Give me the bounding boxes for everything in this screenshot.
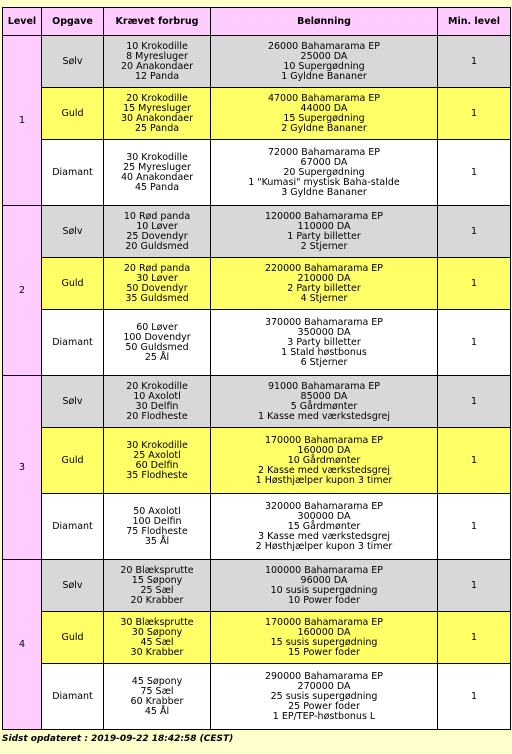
reward-line: 15 susis supergødning (270, 636, 378, 648)
reward-line: 320000 Bahamarama EP (264, 500, 384, 512)
reward-line: 220000 Bahamarama EP (264, 262, 384, 274)
level-cell: 1 (3, 36, 42, 206)
reward-line: 210000 DA (297, 272, 351, 284)
reward-line: 2 Høsthjælper kupon 3 timer (255, 540, 393, 552)
requirement-cell (104, 258, 211, 310)
reward-line: 10 Power foder (288, 594, 360, 606)
requirement-line: 45 Søpony (131, 675, 183, 687)
requirement-cell (104, 428, 211, 494)
reward-cell (211, 258, 438, 310)
requirement-line: 75 Flodheste (126, 525, 188, 537)
task-cell: Diamant (42, 310, 104, 376)
task-cell: Sølv (42, 560, 104, 612)
requirement-cell (104, 494, 211, 560)
requirement-cell (104, 612, 211, 664)
reward-line: 290000 Bahamarama EP (264, 670, 384, 682)
reward-line: 25 Power foder (288, 700, 360, 712)
last-updated-footer: Sidst opdateret : 2019-09-22 18:42:58 (CEST) (2, 734, 234, 744)
table-row (3, 664, 511, 730)
reward-cell (211, 428, 438, 494)
requirement-line: 25 Axolotl (133, 449, 181, 461)
reward-line: 44000 DA (300, 102, 348, 114)
reward-cell (211, 494, 438, 560)
reward-line: 1 "Kumasi" mystisk Baha-stalde (248, 176, 400, 188)
reward-line: 2 Party billetter (287, 282, 361, 294)
reward-line: 170000 Bahamarama EP (264, 434, 384, 446)
requirement-line: 25 Panda (134, 122, 180, 134)
reward-cell (211, 206, 438, 258)
min-level-cell: 1 (438, 612, 511, 664)
requirement-line: 12 Panda (134, 70, 180, 82)
header-requirement: Krævet forbrug (104, 8, 211, 36)
requirement-line: 45 Ål (144, 705, 170, 717)
requirement-line: 60 Delfin (135, 459, 179, 471)
level-cell: 3 (3, 376, 42, 560)
requirement-line: 60 Løver (136, 321, 178, 333)
requirement-line: 8 Myresluger (126, 50, 188, 62)
min-level-cell: 1 (438, 376, 511, 428)
requirement-cell (104, 376, 211, 428)
reward-line: 1 EP/TEP-høstbonus L (272, 710, 376, 722)
requirement-cell (104, 560, 211, 612)
requirement-line: 20 Krokodille (126, 92, 188, 104)
requirement-line: 20 Krabber (130, 594, 184, 606)
min-level-cell: 1 (438, 664, 511, 730)
table-row (3, 560, 511, 612)
requirement-line: 25 Sæl (140, 584, 174, 596)
requirement-line: 20 Rød panda (123, 262, 191, 274)
requirement-line: 10 Løver (136, 220, 178, 232)
reward-line: 85000 DA (300, 390, 348, 402)
requirement-cell (104, 664, 211, 730)
requirement-line: 100 Delfin (132, 515, 182, 527)
requirement-line: 50 Axolotl (133, 505, 181, 517)
task-cell: Guld (42, 428, 104, 494)
reward-cell (211, 664, 438, 730)
reward-line: 160000 DA (297, 626, 351, 638)
table-row (3, 494, 511, 560)
level-cell: 4 (3, 560, 42, 730)
reward-line: 170000 Bahamarama EP (264, 616, 384, 628)
requirement-line: 10 Axolotl (133, 390, 181, 402)
reward-line: 47000 Bahamarama EP (267, 92, 381, 104)
header-task: Opgave (42, 8, 104, 36)
task-cell: Guld (42, 258, 104, 310)
min-level-cell: 1 (438, 494, 511, 560)
requirement-line: 20 Anakondaer (120, 60, 194, 72)
requirement-cell (104, 140, 211, 206)
reward-line: 4 Stjerner (300, 292, 348, 304)
task-cell: Guld (42, 88, 104, 140)
requirement-line: 20 Krokodille (126, 380, 188, 392)
reward-line: 3 Party billetter (287, 336, 361, 348)
table-row (3, 310, 511, 376)
requirement-line: 15 Myresluger (123, 102, 191, 114)
reward-line: 1 Party billetter (287, 230, 361, 242)
requirement-line: 30 Anakondaer (120, 112, 194, 124)
reward-line: 2 Gyldne Bananer (281, 122, 367, 134)
requirement-line: 30 Krabber (130, 646, 184, 658)
reward-line: 10 susis supergødning (270, 584, 378, 596)
header-min-level: Min. level (438, 8, 511, 36)
requirement-line: 100 Dovendyr (123, 331, 191, 343)
reward-line: 72000 Bahamarama EP (267, 146, 381, 158)
reward-line: 3 Gyldne Bananer (281, 186, 367, 198)
min-level-cell: 1 (438, 258, 511, 310)
requirement-line: 20 Flodheste (126, 410, 188, 422)
requirement-line: 30 Krokodille (126, 151, 188, 163)
task-cell: Guld (42, 612, 104, 664)
reward-line: 25000 DA (300, 50, 348, 62)
reward-line: 25 susis supergødning (270, 690, 378, 702)
requirement-line: 45 Sæl (140, 636, 174, 648)
reward-line: 1 Kasse med værkstedsgrej (258, 410, 390, 422)
requirement-line: 25 Myresluger (123, 161, 191, 173)
requirement-line: 35 Flodheste (126, 469, 188, 481)
level-cell: 2 (3, 206, 42, 376)
requirement-line: 10 Krokodille (126, 40, 188, 52)
reward-line: 2 Kasse med værkstedsgrej (258, 464, 390, 476)
requirement-line: 20 Blæksprutte (120, 564, 194, 576)
reward-line: 15 Power foder (288, 646, 360, 658)
table-row (3, 206, 511, 258)
reward-line: 2 Stjerner (300, 240, 348, 252)
requirement-line: 30 Løver (136, 272, 178, 284)
reward-line: 96000 DA (300, 574, 348, 586)
reward-line: 10 Gårdmønter (287, 454, 361, 466)
task-cell: Sølv (42, 36, 104, 88)
requirement-line: 45 Panda (134, 181, 180, 193)
min-level-cell: 1 (438, 560, 511, 612)
table-row (3, 376, 511, 428)
table-row (3, 428, 511, 494)
requirement-cell (104, 206, 211, 258)
requirement-line: 25 Ål (144, 351, 170, 363)
task-cell: Sølv (42, 206, 104, 258)
task-cell: Diamant (42, 664, 104, 730)
reward-line: 20 Supergødning (283, 166, 365, 178)
reward-line: 26000 Bahamarama EP (267, 40, 381, 52)
reward-cell (211, 560, 438, 612)
requirement-line: 30 Krokodille (126, 439, 188, 451)
task-cell: Sølv (42, 376, 104, 428)
requirement-line: 40 Anakondaer (120, 171, 194, 183)
reward-line: 300000 DA (297, 510, 351, 522)
reward-line: 120000 Bahamarama EP (264, 210, 384, 222)
header-level: Level (3, 8, 42, 36)
min-level-cell: 1 (438, 140, 511, 206)
reward-line: 1 Gyldne Bananer (281, 70, 367, 82)
task-cell: Diamant (42, 140, 104, 206)
task-cell: Diamant (42, 494, 104, 560)
reward-line: 270000 DA (297, 680, 351, 692)
reward-line: 67000 DA (300, 156, 348, 168)
requirement-line: 60 Krabber (130, 695, 184, 707)
table-row (3, 612, 511, 664)
reward-line: 1 Høsthjælper kupon 3 timer (255, 474, 393, 486)
reward-line: 15 Gårdmønter (287, 520, 361, 532)
requirement-line: 30 Delfin (135, 400, 179, 412)
requirement-line: 25 Dovendyr (126, 230, 188, 242)
reward-cell (211, 36, 438, 88)
requirement-cell (104, 36, 211, 88)
reward-line: 91000 Bahamarama EP (267, 380, 381, 392)
requirement-line: 10 Rød panda (123, 210, 191, 222)
requirement-line: 35 Ål (144, 535, 170, 547)
reward-line: 10 Supergødning (283, 60, 365, 72)
reward-cell (211, 376, 438, 428)
table-row (3, 36, 511, 88)
requirement-line: 20 Guldsmed (125, 240, 189, 252)
min-level-cell: 1 (438, 428, 511, 494)
reward-line: 370000 Bahamarama EP (264, 316, 384, 328)
reward-cell (211, 612, 438, 664)
min-level-cell: 1 (438, 310, 511, 376)
table-row (3, 258, 511, 310)
table-row (3, 88, 511, 140)
header-row (3, 8, 511, 36)
min-level-cell: 1 (438, 88, 511, 140)
reward-line: 1 Stald høstbonus (281, 346, 367, 358)
requirement-line: 30 Blæksprutte (120, 616, 194, 628)
min-level-cell: 1 (438, 36, 511, 88)
reward-line: 100000 Bahamarama EP (264, 564, 384, 576)
requirement-line: 50 Guldsmed (125, 341, 189, 353)
requirement-cell (104, 88, 211, 140)
rewards-table (2, 7, 511, 730)
reward-line: 160000 DA (297, 444, 351, 456)
min-level-cell: 1 (438, 206, 511, 258)
table-row (3, 140, 511, 206)
reward-line: 5 Gårdmønter (290, 400, 358, 412)
reward-line: 350000 DA (297, 326, 351, 338)
reward-cell (211, 140, 438, 206)
reward-line: 110000 DA (297, 220, 351, 232)
requirement-line: 30 Søpony (131, 626, 183, 638)
reward-line: 6 Stjerner (300, 356, 348, 368)
reward-cell (211, 310, 438, 376)
requirement-line: 35 Guldsmed (125, 292, 189, 304)
requirement-line: 15 Søpony (131, 574, 183, 586)
header-reward: Belønning (211, 8, 438, 36)
requirement-line: 75 Sæl (140, 685, 174, 697)
reward-line: 3 Kasse med værkstedsgrej (258, 530, 390, 542)
reward-cell (211, 88, 438, 140)
reward-line: 15 Supergødning (283, 112, 365, 124)
requirement-line: 50 Dovendyr (126, 282, 188, 294)
requirement-cell (104, 310, 211, 376)
